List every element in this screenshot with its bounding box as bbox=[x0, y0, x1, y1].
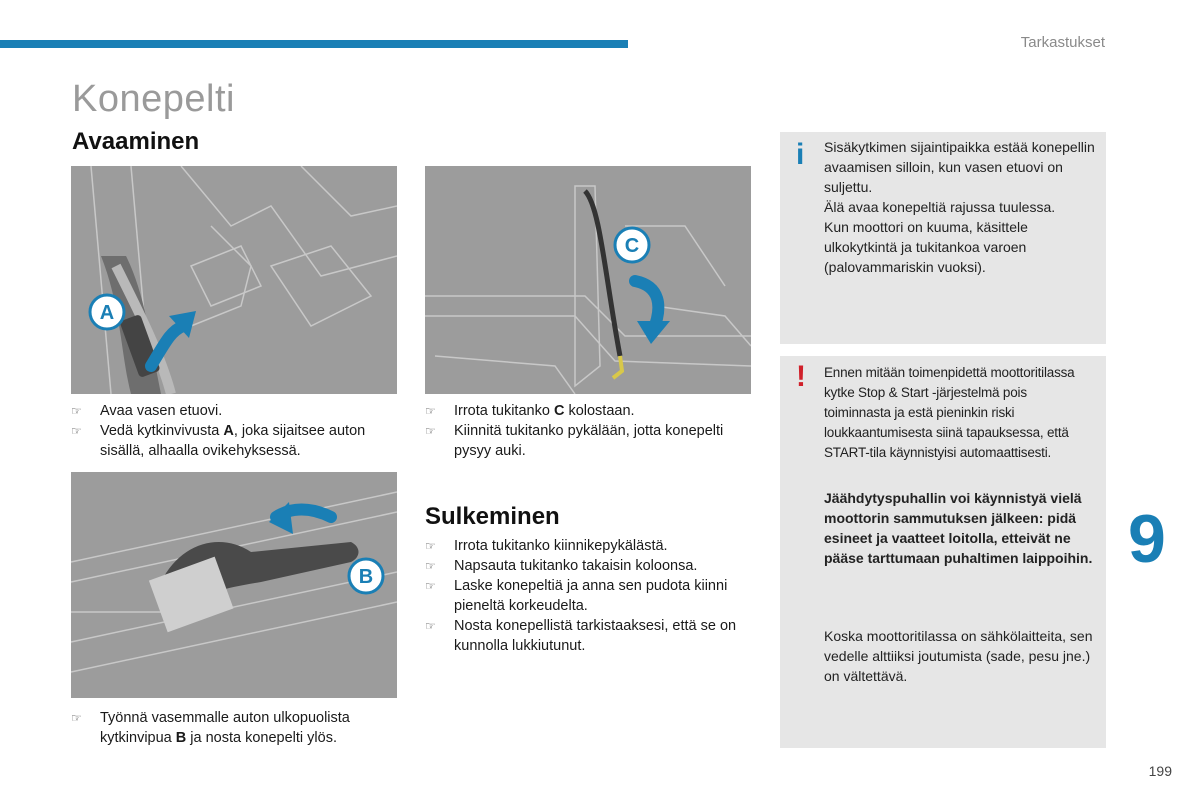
warning-bold-text: Jäähdytyspuhallin voi käynnistyä vielä moottorin sammutuksen jälkeen: pidä esineet ja vaatteet loitolla, etteivät ne pääse tarttumaan puhaltimen laippoihin. bbox=[824, 490, 1093, 566]
step-text: Työnnä vasemmalle auton ulkopuolista kytkinvipua bbox=[100, 710, 350, 746]
label-c: C bbox=[624, 235, 640, 257]
info-icon: i bbox=[796, 138, 805, 171]
steps-right-list bbox=[425, 401, 755, 461]
info-box bbox=[780, 132, 1106, 344]
list-item bbox=[425, 616, 755, 656]
bullet-icon: ☞ bbox=[71, 711, 82, 725]
step-text: Napsauta tukitanko takaisin koloonsa. bbox=[454, 558, 698, 574]
section-title: Tarkastukset bbox=[1020, 34, 1105, 51]
emphasis-text: B bbox=[175, 730, 187, 746]
page-number: 199 bbox=[1148, 763, 1172, 779]
steps-outside-list bbox=[71, 708, 401, 748]
heading-closing: Sulkeminen bbox=[425, 503, 560, 530]
step-text: Irrota tukitanko bbox=[454, 403, 554, 419]
step-text: kolostaan. bbox=[564, 403, 635, 419]
page-title: Konepelti bbox=[72, 78, 235, 120]
figure-prop-rod-c bbox=[425, 166, 751, 394]
info-line: Älä avaa konepeltiä rajussa tuulessa. bbox=[824, 199, 1056, 215]
list-item bbox=[425, 576, 755, 616]
info-line: Kun moottori on kuuma, käsittele ulkokytkintä ja tukitankoa varoen (palovammariskin vuoksi). bbox=[824, 219, 1028, 275]
figure-lever-a bbox=[71, 166, 397, 394]
list-item bbox=[425, 421, 755, 461]
step-text: Avaa vasen etuovi. bbox=[100, 403, 223, 419]
list-item bbox=[425, 536, 755, 556]
label-b: B bbox=[358, 566, 374, 588]
bullet-icon: ☞ bbox=[425, 559, 436, 573]
chapter-number: 9 bbox=[1128, 501, 1166, 577]
list-item bbox=[71, 401, 401, 421]
step-text: Vedä kytkinvivusta bbox=[100, 423, 224, 439]
steps-left-list bbox=[71, 401, 401, 461]
step-text: Kiinnitä tukitanko pykälään, jotta konepelti pysyy auki. bbox=[454, 423, 724, 459]
steps-closing-list bbox=[425, 536, 755, 656]
step-text: ja nosta konepelti ylös. bbox=[186, 730, 337, 746]
list-item bbox=[71, 708, 401, 748]
bullet-icon: ☞ bbox=[425, 424, 436, 438]
heading-opening: Avaaminen bbox=[72, 128, 200, 155]
bullet-icon: ☞ bbox=[71, 424, 82, 438]
list-item bbox=[425, 401, 755, 421]
emphasis-text: C bbox=[553, 403, 565, 419]
top-accent-bar bbox=[0, 40, 628, 48]
step-text: Irrota tukitanko kiinnikepykälästä. bbox=[454, 538, 668, 554]
bullet-icon: ☞ bbox=[71, 404, 82, 418]
bullet-icon: ☞ bbox=[425, 539, 436, 553]
list-item bbox=[425, 556, 755, 576]
step-text: Laske konepeltiä ja anna sen pudota kiinni pieneltä korkeudelta. bbox=[454, 578, 728, 614]
warning-extra-text: Koska moottoritilassa on sähkölaitteita, sen vedelle alttiiksi joutumista (sade, pesu jne.) on vältettävä. bbox=[824, 628, 1093, 684]
step-text: Nosta konepellistä tarkistaaksesi, että se on kunnolla lukkiutunut. bbox=[454, 618, 737, 654]
bullet-icon: ☞ bbox=[425, 404, 436, 418]
step-text: , joka sijaitsee auton sisällä, alhaalla ovikehyksessä. bbox=[100, 423, 366, 459]
info-line: Sisäkytkimen sijaintipaikka estää konepellin avaamisen silloin, kun vasen etuovi on suljettu. bbox=[824, 139, 1095, 195]
list-item bbox=[71, 421, 401, 461]
figure-lever-b bbox=[71, 472, 397, 698]
info-text bbox=[824, 137, 1096, 277]
label-a: A bbox=[99, 302, 115, 324]
warning-text: Ennen mitään toimenpidettä moottoritilassa kytke Stop & Start -järjestelmä pois toiminnasta ja estä pieninkin riski loukkaantumisesta siinä tapauksessa, että START-tila käynnistyisi automaattisesti. bbox=[824, 365, 1075, 460]
warning-box bbox=[780, 356, 1106, 748]
bullet-icon: ☞ bbox=[425, 579, 436, 593]
emphasis-text: A bbox=[223, 423, 234, 439]
warning-icon: ! bbox=[796, 360, 806, 393]
bullet-icon: ☞ bbox=[425, 619, 436, 633]
